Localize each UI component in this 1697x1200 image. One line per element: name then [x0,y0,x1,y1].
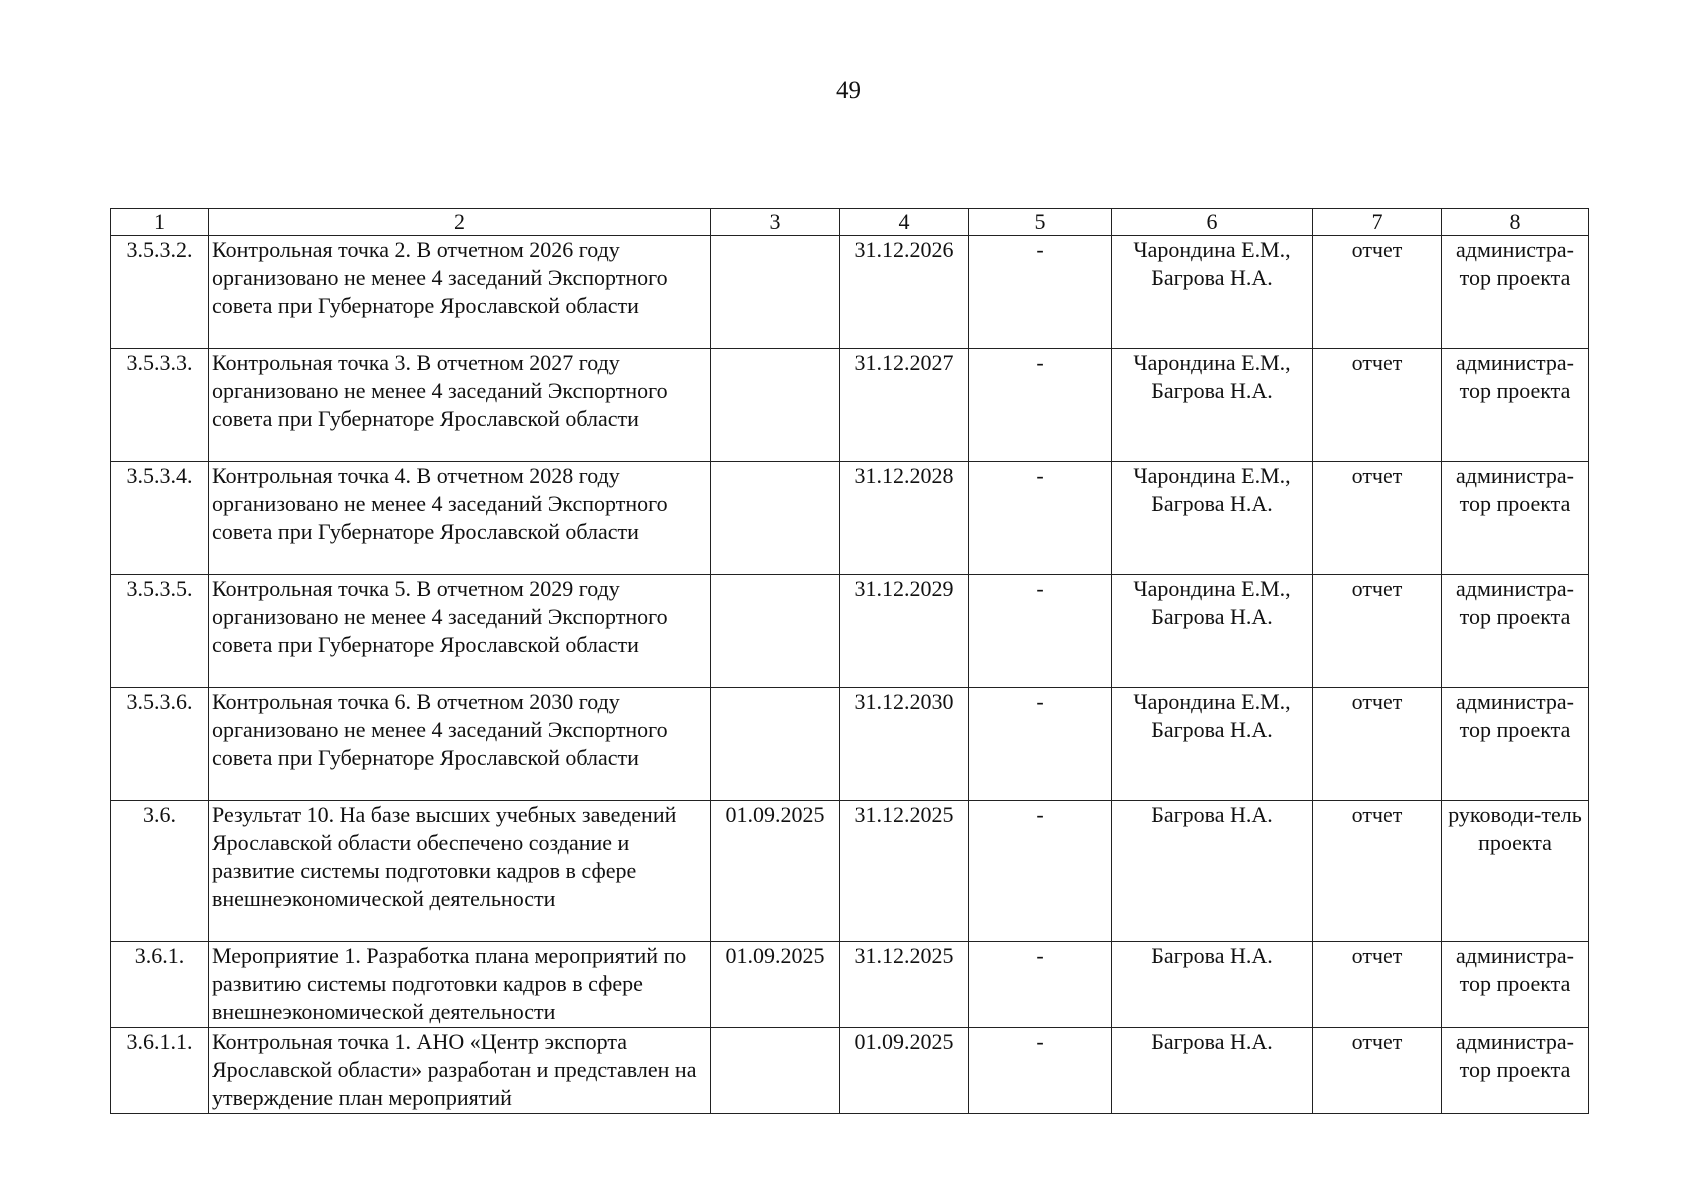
row-responsible: Чарондина Е.М., Багрова Н.А. [1112,575,1313,688]
row-document: отчет [1313,236,1442,349]
table-row [111,575,1589,688]
row-description: Результат 10. На базе высших учебных заведений Ярославской области обеспечено создание и развитие системы подготовки кадров в сфере внешнеэкономической деятельности [209,801,711,942]
row-end-date: 31.12.2026 [840,236,969,349]
row-level: администра-тор проекта [1442,462,1589,575]
table-row [111,688,1589,801]
row-end-date: 31.12.2025 [840,801,969,942]
row-description: Контрольная точка 6. В отчетном 2030 году организовано не менее 4 заседаний Экспортного совета при Губернаторе Ярославской области [209,688,711,801]
row-document: отчет [1313,349,1442,462]
row-document: отчет [1313,801,1442,942]
row-document: отчет [1313,462,1442,575]
table-row [111,942,1589,1028]
row-responsible: Багрова Н.А. [1112,942,1313,1028]
column-header-6: 6 [1112,209,1313,236]
row-number: 3.5.3.4. [111,462,209,575]
row-description: Контрольная точка 4. В отчетном 2028 году организовано не менее 4 заседаний Экспортного совета при Губернаторе Ярославской области [209,462,711,575]
row-number: 3.6.1.1. [111,1028,209,1114]
row-document: отчет [1313,575,1442,688]
row-level: администра-тор проекта [1442,236,1589,349]
row-responsible: Чарондина Е.М., Багрова Н.А. [1112,236,1313,349]
row-column-5: - [969,1028,1112,1114]
row-number: 3.5.3.5. [111,575,209,688]
row-start-date [711,349,840,462]
row-document: отчет [1313,942,1442,1028]
row-responsible: Чарондина Е.М., Багрова Н.А. [1112,349,1313,462]
row-responsible: Багрова Н.А. [1112,1028,1313,1114]
row-level: администра-тор проекта [1442,1028,1589,1114]
row-number: 3.6.1. [111,942,209,1028]
row-responsible: Багрова Н.А. [1112,801,1313,942]
row-end-date: 31.12.2030 [840,688,969,801]
row-responsible: Чарондина Е.М., Багрова Н.А. [1112,688,1313,801]
row-number: 3.5.3.3. [111,349,209,462]
row-column-5: - [969,688,1112,801]
table-row [111,1028,1589,1114]
column-header-8: 8 [1442,209,1589,236]
column-header-7: 7 [1313,209,1442,236]
row-end-date: 01.09.2025 [840,1028,969,1114]
row-document: отчет [1313,688,1442,801]
row-start-date: 01.09.2025 [711,801,840,942]
row-end-date: 31.12.2027 [840,349,969,462]
column-header-5: 5 [969,209,1112,236]
row-end-date: 31.12.2029 [840,575,969,688]
row-column-5: - [969,575,1112,688]
table-row [111,801,1589,942]
column-header-1: 1 [111,209,209,236]
row-level: администра-тор проекта [1442,942,1589,1028]
row-level: администра-тор проекта [1442,349,1589,462]
row-column-5: - [969,349,1112,462]
row-end-date: 31.12.2025 [840,942,969,1028]
row-column-5: - [969,462,1112,575]
row-column-5: - [969,942,1112,1028]
row-start-date [711,1028,840,1114]
row-description: Контрольная точка 3. В отчетном 2027 году организовано не менее 4 заседаний Экспортного совета при Губернаторе Ярославской области [209,349,711,462]
row-column-5: - [969,236,1112,349]
row-level: руководи-тель проекта [1442,801,1589,942]
column-header-2: 2 [209,209,711,236]
row-responsible: Чарондина Е.М., Багрова Н.А. [1112,462,1313,575]
row-level: администра-тор проекта [1442,688,1589,801]
table-row [111,349,1589,462]
row-description: Контрольная точка 2. В отчетном 2026 году организовано не менее 4 заседаний Экспортного совета при Губернаторе Ярославской области [209,236,711,349]
column-header-4: 4 [840,209,969,236]
table-row [111,462,1589,575]
row-number: 3.5.3.6. [111,688,209,801]
column-header-3: 3 [711,209,840,236]
row-description: Мероприятие 1. Разработка плана мероприятий по развитию системы подготовки кадров в сфере внешнеэкономической деятельности [209,942,711,1028]
row-level: администра-тор проекта [1442,575,1589,688]
row-description: Контрольная точка 5. В отчетном 2029 году организовано не менее 4 заседаний Экспортного совета при Губернаторе Ярославской области [209,575,711,688]
row-description: Контрольная точка 1. АНО «Центр экспорта Ярославской области» разработан и представлен на утверждение план мероприятий [209,1028,711,1114]
row-start-date [711,575,840,688]
page-number: 49 [836,77,861,104]
header-row [111,209,1589,236]
row-document: отчет [1313,1028,1442,1114]
table-row [111,236,1589,349]
row-column-5: - [969,801,1112,942]
row-start-date: 01.09.2025 [711,942,840,1028]
row-number: 3.5.3.2. [111,236,209,349]
row-number: 3.6. [111,801,209,942]
row-end-date: 31.12.2028 [840,462,969,575]
plan-table [110,208,1589,1114]
row-start-date [711,236,840,349]
row-start-date [711,688,840,801]
row-start-date [711,462,840,575]
